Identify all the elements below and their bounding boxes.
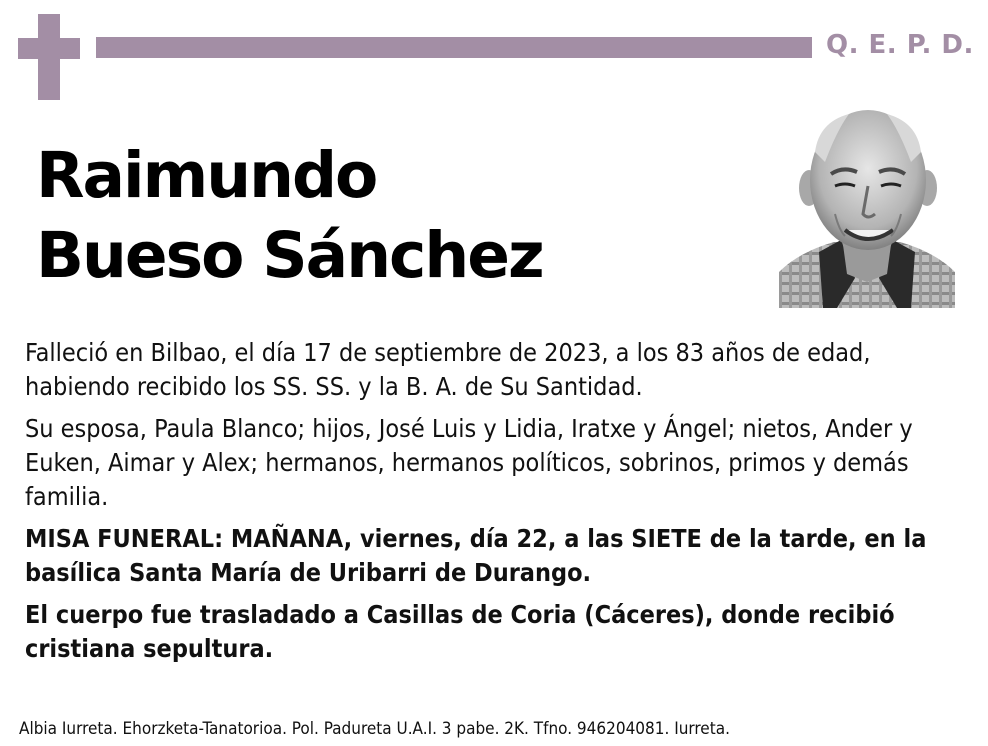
funeral-mass-paragraph: MISA FUNERAL: MAÑANA, viernes, día 22, a las SIETE de la tarde, en la basílica Santa María de Uribarri de Durango.: [25, 524, 927, 587]
family-paragraph: Su esposa, Paula Blanco; hijos, José Luis y Lidia, Iratxe y Ángel; nietos, Ander y Euken, Aimar y Alex; hermanos, hermanos políticos, sobrinos, primos y demás familia.: [25, 414, 913, 511]
deceased-name: [36, 136, 543, 296]
portrait-photo: [779, 102, 955, 308]
cross-horizontal-bar: [18, 38, 80, 59]
header-band: [96, 37, 812, 58]
burial-paragraph: El cuerpo fue trasladado a Casillas de Coria (Cáceres), donde recibió cristiana sepultura.: [25, 600, 895, 663]
qepd-label: Q. E. P. D.: [826, 30, 974, 60]
deceased-surnames: Bueso Sánchez: [36, 219, 543, 292]
deceased-first-name: Raimundo: [36, 139, 377, 212]
funeral-home-footer: Albia Iurreta. Ehorzketa-Tanatorioa. Pol. Padureta U.A.I. 3 pabe. 2K. Tfno. 946204081. Iurreta.: [19, 719, 730, 739]
death-notice-paragraph: Falleció en Bilbao, el día 17 de septiembre de 2023, a los 83 años de edad, habiendo recibido los SS. SS. y la B. A. de Su Santidad.: [25, 338, 871, 401]
obituary-body: [25, 336, 965, 674]
